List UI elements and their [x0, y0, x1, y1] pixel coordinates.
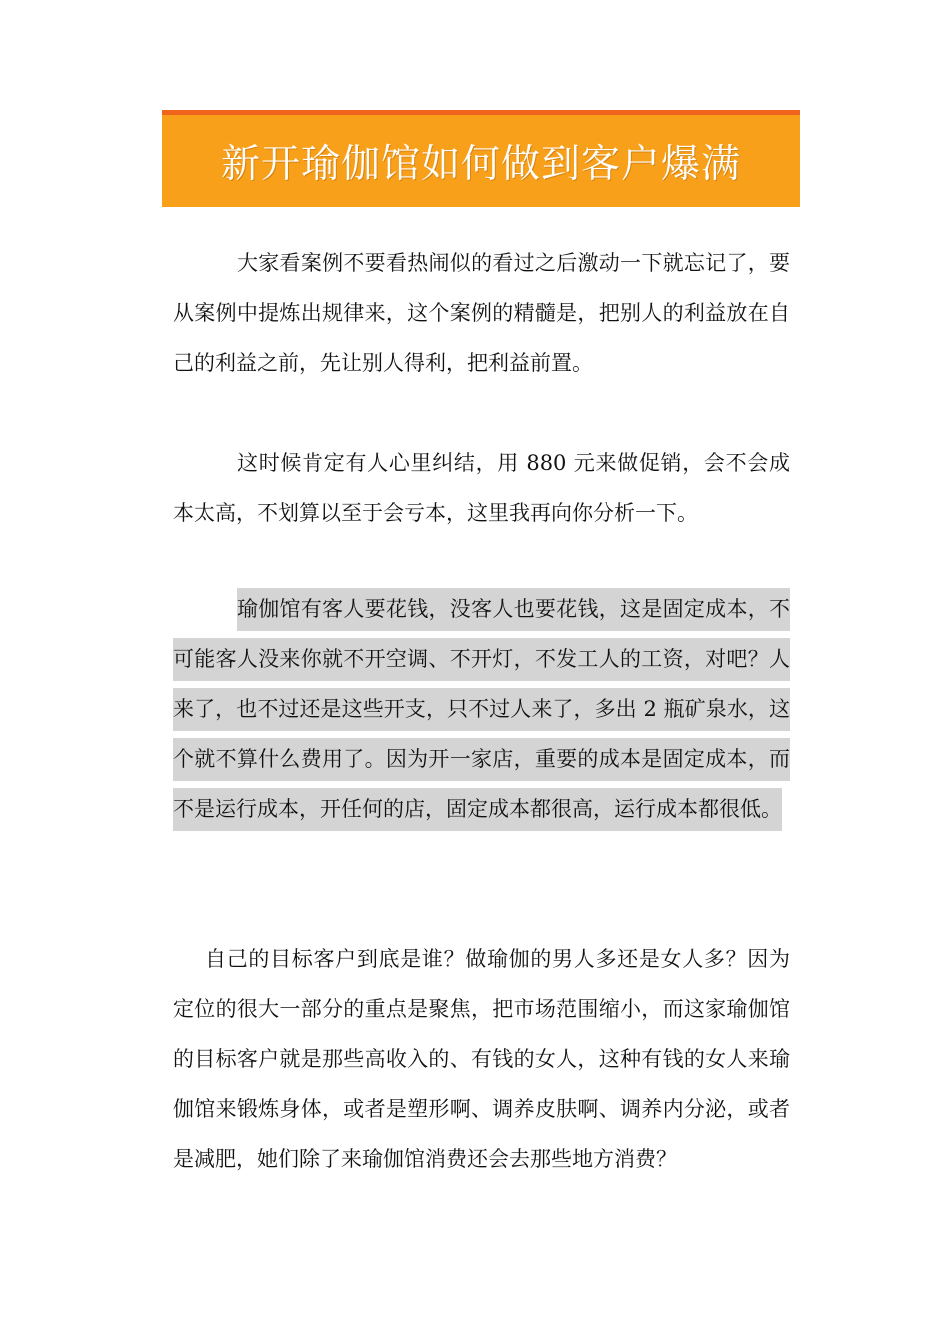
paragraph-3-highlighted [173, 584, 790, 834]
highlighted-text: 瑜伽馆有客人要花钱，没客人也要花钱，这是固定成本，不可能客人没来你就不开空调、不开灯，不发工人的工资，对吧？人来了，也不过还是这些开支，只不过人来了，多出 2 瓶矿泉水，这个就不算什么费用了。因为开一家店，重要的成本是固定成本，而不是运行成本，开任何的店，固定成本都很高，运行成本都很低。 [173, 588, 790, 831]
paragraph-2: 这时候肯定有人心里纠结，用 880 元来做促销，会不会成本太高，不划算以至于会亏本，这里我再向你分析一下。 [173, 451, 790, 525]
title-banner [162, 110, 800, 207]
paragraph-4: 自己的目标客户到底是谁？做瑜伽的男人多还是女人多？因为定位的很大一部分的重点是聚焦，把市场范围缩小，而这家瑜伽馆的目标客户就是那些高收入的、有钱的女人，这种有钱的女人来瑜伽馆来锻炼身体，或者是塑形啊、调养皮肤啊、调养内分泌，或者是减肥，她们除了来瑜伽馆消费还会去那些地方消费？ [173, 947, 790, 1171]
document-title: 新开瑜伽馆如何做到客户爆满 [220, 142, 741, 187]
paragraph-1: 大家看案例不要看热闹似的看过之后激动一下就忘记了，要从案例中提炼出规律来，这个案例的精髓是，把别人的利益放在自己的利益之前，先让别人得利，把利益前置。 [173, 251, 790, 375]
